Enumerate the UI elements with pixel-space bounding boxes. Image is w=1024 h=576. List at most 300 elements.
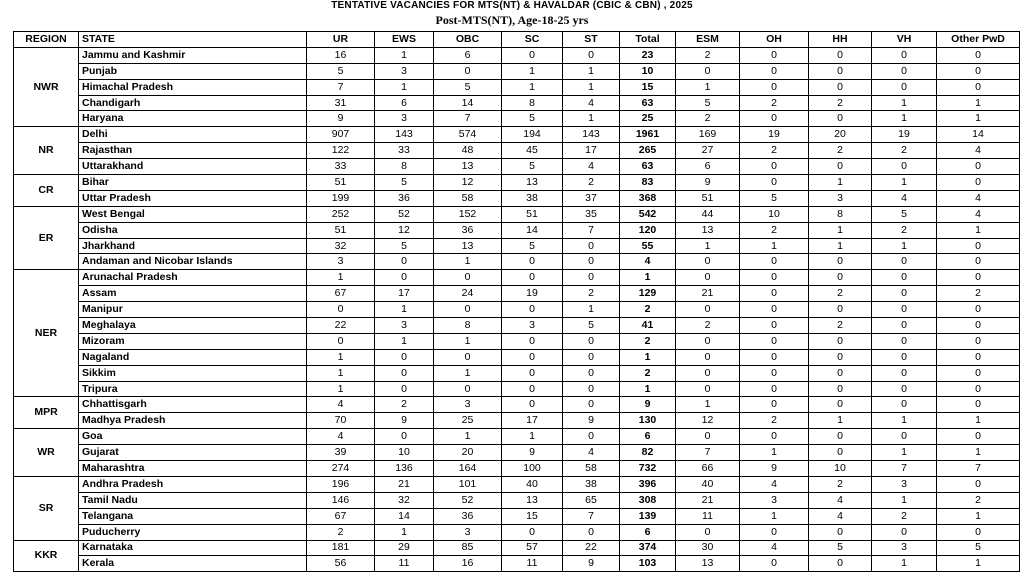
value-cell: 0 — [740, 254, 809, 270]
table-row — [14, 206, 1020, 222]
value-cell: 11 — [375, 556, 434, 572]
value-cell: 3 — [809, 190, 872, 206]
value-cell: 56 — [307, 556, 375, 572]
value-cell: 0 — [872, 349, 937, 365]
col-header-sc: SC — [502, 32, 563, 48]
value-cell: 0 — [872, 286, 937, 302]
value-cell: 199 — [307, 190, 375, 206]
state-cell: Jharkhand — [79, 238, 307, 254]
value-cell: 0 — [563, 238, 620, 254]
total-cell: 139 — [620, 508, 676, 524]
value-cell: 21 — [676, 492, 740, 508]
value-cell: 16 — [307, 47, 375, 63]
value-cell: 27 — [676, 143, 740, 159]
value-cell: 2 — [563, 286, 620, 302]
value-cell: 1 — [809, 413, 872, 429]
value-cell: 574 — [434, 127, 502, 143]
region-cell: NWR — [14, 47, 79, 126]
value-cell: 1 — [375, 524, 434, 540]
value-cell: 3 — [502, 318, 563, 334]
value-cell: 13 — [502, 175, 563, 191]
table-row — [14, 302, 1020, 318]
table-row — [14, 540, 1020, 556]
table-row — [14, 349, 1020, 365]
total-cell: 15 — [620, 79, 676, 95]
state-cell: West Bengal — [79, 206, 307, 222]
value-cell: 0 — [937, 365, 1020, 381]
value-cell: 9 — [375, 413, 434, 429]
value-cell: 0 — [740, 365, 809, 381]
value-cell: 12 — [434, 175, 502, 191]
table-row — [14, 254, 1020, 270]
value-cell: 3 — [434, 397, 502, 413]
value-cell: 31 — [307, 95, 375, 111]
value-cell: 19 — [872, 127, 937, 143]
value-cell: 0 — [937, 397, 1020, 413]
value-cell: 1 — [375, 79, 434, 95]
value-cell: 1 — [809, 175, 872, 191]
region-cell: KKR — [14, 540, 79, 572]
value-cell: 0 — [809, 79, 872, 95]
col-header-obc: OBC — [434, 32, 502, 48]
value-cell: 11 — [676, 508, 740, 524]
total-cell: 374 — [620, 540, 676, 556]
table-row — [14, 143, 1020, 159]
value-cell: 7 — [563, 222, 620, 238]
value-cell: 274 — [307, 461, 375, 477]
value-cell: 0 — [502, 270, 563, 286]
value-cell: 0 — [937, 381, 1020, 397]
table-row — [14, 63, 1020, 79]
value-cell: 0 — [809, 397, 872, 413]
total-cell: 1 — [620, 349, 676, 365]
value-cell: 4 — [937, 190, 1020, 206]
total-cell: 103 — [620, 556, 676, 572]
page-title: TENTATIVE VACANCIES FOR MTS(NT) & HAVALDAR (CBIC & CBN) , 2025 — [331, 0, 693, 11]
value-cell: 15 — [502, 508, 563, 524]
state-cell: Assam — [79, 286, 307, 302]
state-cell: Manipur — [79, 302, 307, 318]
value-cell: 0 — [937, 349, 1020, 365]
value-cell: 0 — [740, 270, 809, 286]
value-cell: 7 — [872, 461, 937, 477]
total-cell: 396 — [620, 476, 676, 492]
value-cell: 0 — [872, 397, 937, 413]
value-cell: 0 — [740, 302, 809, 318]
value-cell: 2 — [676, 318, 740, 334]
value-cell: 3 — [872, 476, 937, 492]
value-cell: 19 — [502, 286, 563, 302]
value-cell: 0 — [502, 349, 563, 365]
value-cell: 1 — [676, 79, 740, 95]
state-cell: Punjab — [79, 63, 307, 79]
vacancy-table — [13, 31, 1020, 572]
state-cell: Tamil Nadu — [79, 492, 307, 508]
state-cell: Delhi — [79, 127, 307, 143]
value-cell: 17 — [375, 286, 434, 302]
value-cell: 0 — [676, 524, 740, 540]
value-cell: 0 — [809, 556, 872, 572]
value-cell: 101 — [434, 476, 502, 492]
value-cell: 0 — [809, 365, 872, 381]
value-cell: 1 — [563, 79, 620, 95]
value-cell: 14 — [434, 95, 502, 111]
value-cell: 14 — [937, 127, 1020, 143]
table-row — [14, 461, 1020, 477]
value-cell: 0 — [809, 349, 872, 365]
value-cell: 1 — [676, 397, 740, 413]
table-row — [14, 381, 1020, 397]
total-cell: 9 — [620, 397, 676, 413]
value-cell: 1 — [307, 381, 375, 397]
value-cell: 0 — [740, 333, 809, 349]
value-cell: 1 — [563, 111, 620, 127]
value-cell: 0 — [740, 286, 809, 302]
state-cell: Jammu and Kashmir — [79, 47, 307, 63]
value-cell: 7 — [937, 461, 1020, 477]
state-cell: Goa — [79, 429, 307, 445]
table-row — [14, 159, 1020, 175]
value-cell: 9 — [563, 556, 620, 572]
value-cell: 0 — [872, 270, 937, 286]
region-cell: ER — [14, 206, 79, 270]
value-cell: 70 — [307, 413, 375, 429]
table-row — [14, 397, 1020, 413]
value-cell: 1 — [563, 302, 620, 318]
state-cell: Nagaland — [79, 349, 307, 365]
value-cell: 8 — [502, 95, 563, 111]
value-cell: 33 — [307, 159, 375, 175]
value-cell: 3 — [375, 318, 434, 334]
value-cell: 66 — [676, 461, 740, 477]
value-cell: 0 — [872, 254, 937, 270]
value-cell: 196 — [307, 476, 375, 492]
value-cell: 7 — [434, 111, 502, 127]
value-cell: 0 — [872, 333, 937, 349]
value-cell: 2 — [809, 286, 872, 302]
table-row — [14, 175, 1020, 191]
table-row — [14, 318, 1020, 334]
value-cell: 2 — [740, 95, 809, 111]
table-row — [14, 47, 1020, 63]
value-cell: 0 — [809, 333, 872, 349]
value-cell: 1 — [937, 95, 1020, 111]
total-cell: 265 — [620, 143, 676, 159]
state-cell: Arunachal Pradesh — [79, 270, 307, 286]
value-cell: 169 — [676, 127, 740, 143]
value-cell: 52 — [375, 206, 434, 222]
region-cell: MPR — [14, 397, 79, 429]
value-cell: 58 — [563, 461, 620, 477]
value-cell: 4 — [740, 540, 809, 556]
value-cell: 2 — [676, 111, 740, 127]
value-cell: 3 — [307, 254, 375, 270]
total-cell: 4 — [620, 254, 676, 270]
value-cell: 0 — [809, 524, 872, 540]
total-cell: 23 — [620, 47, 676, 63]
value-cell: 0 — [740, 79, 809, 95]
total-cell: 1 — [620, 381, 676, 397]
state-cell: Madhya Pradesh — [79, 413, 307, 429]
value-cell: 0 — [563, 270, 620, 286]
state-cell: Karnataka — [79, 540, 307, 556]
value-cell: 7 — [676, 445, 740, 461]
value-cell: 33 — [375, 143, 434, 159]
value-cell: 0 — [809, 159, 872, 175]
value-cell: 0 — [740, 524, 809, 540]
value-cell: 5 — [676, 95, 740, 111]
value-cell: 1 — [872, 413, 937, 429]
value-cell: 5 — [502, 238, 563, 254]
state-cell: Meghalaya — [79, 318, 307, 334]
value-cell: 5 — [563, 318, 620, 334]
value-cell: 3 — [434, 524, 502, 540]
value-cell: 1 — [809, 222, 872, 238]
value-cell: 0 — [872, 47, 937, 63]
value-cell: 9 — [307, 111, 375, 127]
region-cell: NR — [14, 127, 79, 175]
value-cell: 4 — [872, 190, 937, 206]
value-cell: 1 — [937, 222, 1020, 238]
value-cell: 0 — [740, 397, 809, 413]
value-cell: 2 — [676, 47, 740, 63]
value-cell: 0 — [740, 159, 809, 175]
value-cell: 6 — [375, 95, 434, 111]
value-cell: 32 — [375, 492, 434, 508]
value-cell: 0 — [563, 397, 620, 413]
value-cell: 0 — [937, 476, 1020, 492]
value-cell: 2 — [740, 222, 809, 238]
table-row — [14, 222, 1020, 238]
value-cell: 5 — [375, 175, 434, 191]
value-cell: 14 — [375, 508, 434, 524]
value-cell: 152 — [434, 206, 502, 222]
value-cell: 907 — [307, 127, 375, 143]
value-cell: 1 — [434, 333, 502, 349]
state-cell: Rajasthan — [79, 143, 307, 159]
col-header-ur: UR — [307, 32, 375, 48]
value-cell: 1 — [307, 270, 375, 286]
value-cell: 17 — [563, 143, 620, 159]
value-cell: 0 — [307, 333, 375, 349]
value-cell: 5 — [502, 111, 563, 127]
value-cell: 85 — [434, 540, 502, 556]
state-cell: Haryana — [79, 111, 307, 127]
value-cell: 7 — [307, 79, 375, 95]
value-cell: 0 — [502, 333, 563, 349]
value-cell: 0 — [375, 381, 434, 397]
total-cell: 129 — [620, 286, 676, 302]
value-cell: 0 — [809, 302, 872, 318]
value-cell: 0 — [563, 429, 620, 445]
state-cell: Bihar — [79, 175, 307, 191]
value-cell: 44 — [676, 206, 740, 222]
value-cell: 0 — [740, 63, 809, 79]
value-cell: 51 — [676, 190, 740, 206]
value-cell: 35 — [563, 206, 620, 222]
value-cell: 9 — [502, 445, 563, 461]
value-cell: 0 — [563, 254, 620, 270]
value-cell: 0 — [809, 111, 872, 127]
value-cell: 65 — [563, 492, 620, 508]
value-cell: 1 — [307, 365, 375, 381]
value-cell: 9 — [740, 461, 809, 477]
value-cell: 0 — [937, 79, 1020, 95]
value-cell: 0 — [937, 159, 1020, 175]
value-cell: 0 — [937, 318, 1020, 334]
table-row — [14, 492, 1020, 508]
value-cell: 13 — [676, 222, 740, 238]
value-cell: 12 — [375, 222, 434, 238]
total-cell: 55 — [620, 238, 676, 254]
table-row — [14, 79, 1020, 95]
value-cell: 2 — [375, 397, 434, 413]
value-cell: 0 — [872, 365, 937, 381]
value-cell: 1 — [375, 302, 434, 318]
value-cell: 1 — [872, 111, 937, 127]
value-cell: 1 — [872, 238, 937, 254]
col-header-hh: HH — [809, 32, 872, 48]
state-cell: Uttar Pradesh — [79, 190, 307, 206]
value-cell: 1 — [937, 413, 1020, 429]
value-cell: 2 — [740, 413, 809, 429]
value-cell: 10 — [375, 445, 434, 461]
col-header-esm: ESM — [676, 32, 740, 48]
value-cell: 146 — [307, 492, 375, 508]
state-cell: Chhattisgarh — [79, 397, 307, 413]
table-row — [14, 508, 1020, 524]
value-cell: 1 — [375, 333, 434, 349]
value-cell: 3 — [872, 540, 937, 556]
value-cell: 13 — [676, 556, 740, 572]
state-cell: Gujarat — [79, 445, 307, 461]
state-cell: Maharashtra — [79, 461, 307, 477]
value-cell: 25 — [434, 413, 502, 429]
value-cell: 0 — [676, 349, 740, 365]
total-cell: 82 — [620, 445, 676, 461]
value-cell: 22 — [307, 318, 375, 334]
value-cell: 0 — [676, 63, 740, 79]
value-cell: 4 — [740, 476, 809, 492]
region-cell: SR — [14, 476, 79, 540]
total-cell: 130 — [620, 413, 676, 429]
value-cell: 0 — [502, 381, 563, 397]
value-cell: 0 — [676, 270, 740, 286]
table-row — [14, 270, 1020, 286]
value-cell: 4 — [563, 445, 620, 461]
value-cell: 0 — [937, 429, 1020, 445]
value-cell: 5 — [809, 540, 872, 556]
value-cell: 8 — [809, 206, 872, 222]
state-cell: Uttarakhand — [79, 159, 307, 175]
value-cell: 0 — [809, 381, 872, 397]
value-cell: 10 — [740, 206, 809, 222]
table-row — [14, 286, 1020, 302]
value-cell: 194 — [502, 127, 563, 143]
value-cell: 19 — [740, 127, 809, 143]
value-cell: 0 — [563, 47, 620, 63]
value-cell: 0 — [937, 254, 1020, 270]
value-cell: 0 — [502, 365, 563, 381]
value-cell: 2 — [563, 175, 620, 191]
value-cell: 36 — [434, 222, 502, 238]
value-cell: 1 — [502, 429, 563, 445]
header-row — [14, 32, 1020, 48]
state-cell: Puducherry — [79, 524, 307, 540]
value-cell: 21 — [676, 286, 740, 302]
value-cell: 1 — [563, 63, 620, 79]
value-cell: 40 — [676, 476, 740, 492]
value-cell: 1 — [502, 63, 563, 79]
value-cell: 45 — [502, 143, 563, 159]
value-cell: 0 — [937, 175, 1020, 191]
value-cell: 1 — [809, 238, 872, 254]
value-cell: 24 — [434, 286, 502, 302]
value-cell: 67 — [307, 508, 375, 524]
col-header-st: ST — [563, 32, 620, 48]
value-cell: 1 — [740, 238, 809, 254]
value-cell: 22 — [563, 540, 620, 556]
total-cell: 6 — [620, 524, 676, 540]
value-cell: 5 — [872, 206, 937, 222]
value-cell: 2 — [937, 286, 1020, 302]
table-row — [14, 429, 1020, 445]
value-cell: 0 — [434, 63, 502, 79]
value-cell: 39 — [307, 445, 375, 461]
value-cell: 1 — [872, 175, 937, 191]
value-cell: 0 — [740, 556, 809, 572]
value-cell: 1 — [434, 429, 502, 445]
table-row — [14, 413, 1020, 429]
value-cell: 5 — [307, 63, 375, 79]
value-cell: 136 — [375, 461, 434, 477]
value-cell: 0 — [307, 302, 375, 318]
value-cell: 0 — [502, 397, 563, 413]
value-cell: 4 — [937, 143, 1020, 159]
value-cell: 10 — [809, 461, 872, 477]
value-cell: 4 — [563, 159, 620, 175]
value-cell: 51 — [502, 206, 563, 222]
value-cell: 38 — [563, 476, 620, 492]
value-cell: 1 — [676, 238, 740, 254]
value-cell: 0 — [872, 159, 937, 175]
value-cell: 4 — [809, 508, 872, 524]
value-cell: 4 — [937, 206, 1020, 222]
state-cell: Telangana — [79, 508, 307, 524]
value-cell: 5 — [502, 159, 563, 175]
value-cell: 0 — [563, 365, 620, 381]
value-cell: 0 — [676, 333, 740, 349]
state-cell: Mizoram — [79, 333, 307, 349]
value-cell: 0 — [809, 254, 872, 270]
value-cell: 0 — [937, 63, 1020, 79]
value-cell: 3 — [740, 492, 809, 508]
value-cell: 1 — [434, 254, 502, 270]
value-cell: 1 — [872, 445, 937, 461]
table-row — [14, 95, 1020, 111]
total-cell: 732 — [620, 461, 676, 477]
value-cell: 32 — [307, 238, 375, 254]
table-row — [14, 333, 1020, 349]
value-cell: 67 — [307, 286, 375, 302]
value-cell: 2 — [307, 524, 375, 540]
value-cell: 0 — [502, 47, 563, 63]
value-cell: 0 — [872, 429, 937, 445]
value-cell: 37 — [563, 190, 620, 206]
value-cell: 2 — [872, 143, 937, 159]
state-cell: Andhra Pradesh — [79, 476, 307, 492]
value-cell: 0 — [937, 270, 1020, 286]
